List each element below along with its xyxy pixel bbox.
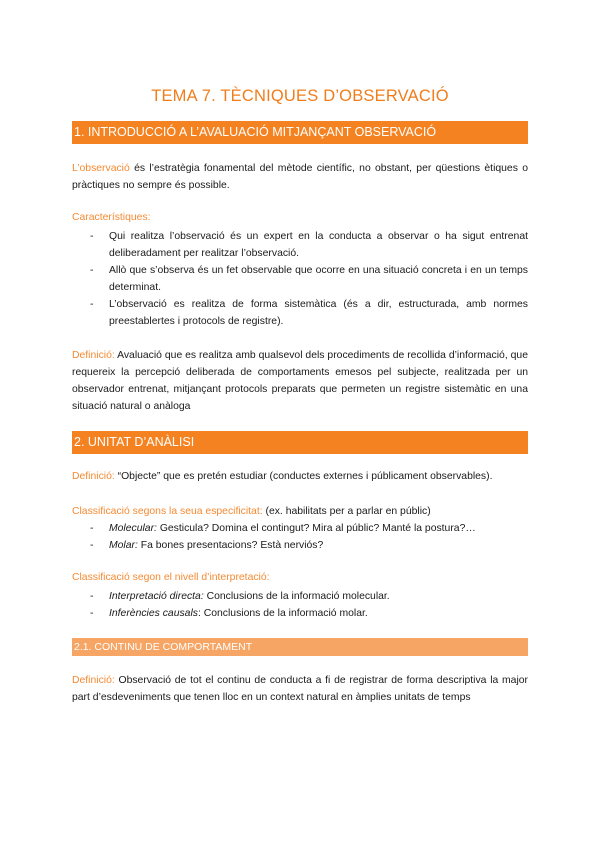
section-2-heading: 2. UNITAT D’ANÀLISI bbox=[72, 431, 528, 454]
classification-item: - Inferències causals: Conclusions de la informació molar. bbox=[90, 605, 528, 622]
characteristic-item: - Qui realitza l’observació és un expert en la conducta a observar o ha sigut entrenat deliberadament per realitzar l’observació. bbox=[90, 228, 528, 262]
intro-text: és l’estratègia fonamental del mètode científic, no obstant, per qüestions ètiques o pràctiques no sempre és possible. bbox=[72, 163, 528, 191]
characteristic-item: - Allò que s’observa és un fet observable que ocorre en una situació concreta i en un temps determinat. bbox=[90, 262, 528, 296]
term-interpretacio-directa: Interpretació directa: bbox=[109, 591, 204, 602]
definition-text: Avaluació que es realitza amb qualsevol dels procediments de recollida d’informació, que requereix la percepció deliberada de comportaments emesos pel subjecte, realitzada per un observador entrenat, mitjançant protocols preparats que permeten un registre sistemàtic en una situació natural o anàloga bbox=[72, 350, 528, 412]
section-2-1-heading: 2.1. CONTINU DE COMPORTAMENT bbox=[72, 638, 528, 656]
classification-label: Classificació segons la seua especificitat: bbox=[72, 506, 263, 517]
classification-specificity bbox=[72, 503, 528, 520]
term-molar: Molar: bbox=[109, 540, 138, 551]
definition-label: Definició: bbox=[72, 471, 115, 482]
bullet-dash: - bbox=[90, 540, 94, 551]
characteristic-item: - L’observació es realitza de forma sistemàtica (és a dir, estructurada, amb normes preestablertes i protocols de registre). bbox=[90, 296, 528, 330]
section-1-definition bbox=[72, 347, 528, 415]
classification-interpretation-label: Classificació segon el nivell d’interpretació: bbox=[72, 572, 270, 583]
characteristics-label: Característiques: bbox=[72, 212, 151, 223]
classification-item: - Molecular: Gesticula? Domina el contingut? Mira al públic? Manté la postura?… bbox=[90, 520, 528, 537]
document-title: TEMA 7. TÈCNIQUES D’OBSERVACIÓ bbox=[151, 87, 449, 105]
classification-item: - Molar: Fa bones presentacions? Està nerviós? bbox=[90, 537, 528, 554]
section-1-heading: 1. INTRODUCCIÓ A L’AVALUACIÓ MITJANÇANT OBSERVACIÓ bbox=[72, 121, 528, 144]
bullet-dash: - bbox=[90, 299, 94, 310]
classification-item: - Interpretació directa: Conclusions de la informació molecular. bbox=[90, 588, 528, 605]
section-2-definition bbox=[72, 468, 528, 485]
definition-label: Definició: bbox=[72, 350, 115, 361]
definition-text: “Objecte” que es pretén estudiar (conductes externes i públicament observables). bbox=[114, 471, 493, 482]
bullet-dash: - bbox=[90, 231, 94, 242]
section-2-1-definition bbox=[72, 672, 528, 706]
intro-label: L’observació bbox=[72, 163, 130, 174]
classification-example: (ex. habilitats per a parlar en públic) bbox=[262, 506, 431, 517]
bullet-dash: - bbox=[90, 608, 94, 619]
observacio-intro bbox=[72, 160, 528, 194]
definition-text: Observació de tot el continu de conducta a fi de registrar de forma descriptiva la major part d’esdeveniments que tenen lloc en un context natural en àmplies unitats de temps bbox=[72, 675, 528, 703]
bullet-dash: - bbox=[90, 591, 94, 602]
definition-label: Definició: bbox=[72, 675, 115, 686]
bullet-dash: - bbox=[90, 265, 94, 276]
term-molecular: Molecular: bbox=[109, 523, 157, 534]
term-inferencies-causals: Inferències causals bbox=[109, 608, 198, 619]
bullet-dash: - bbox=[90, 523, 94, 534]
